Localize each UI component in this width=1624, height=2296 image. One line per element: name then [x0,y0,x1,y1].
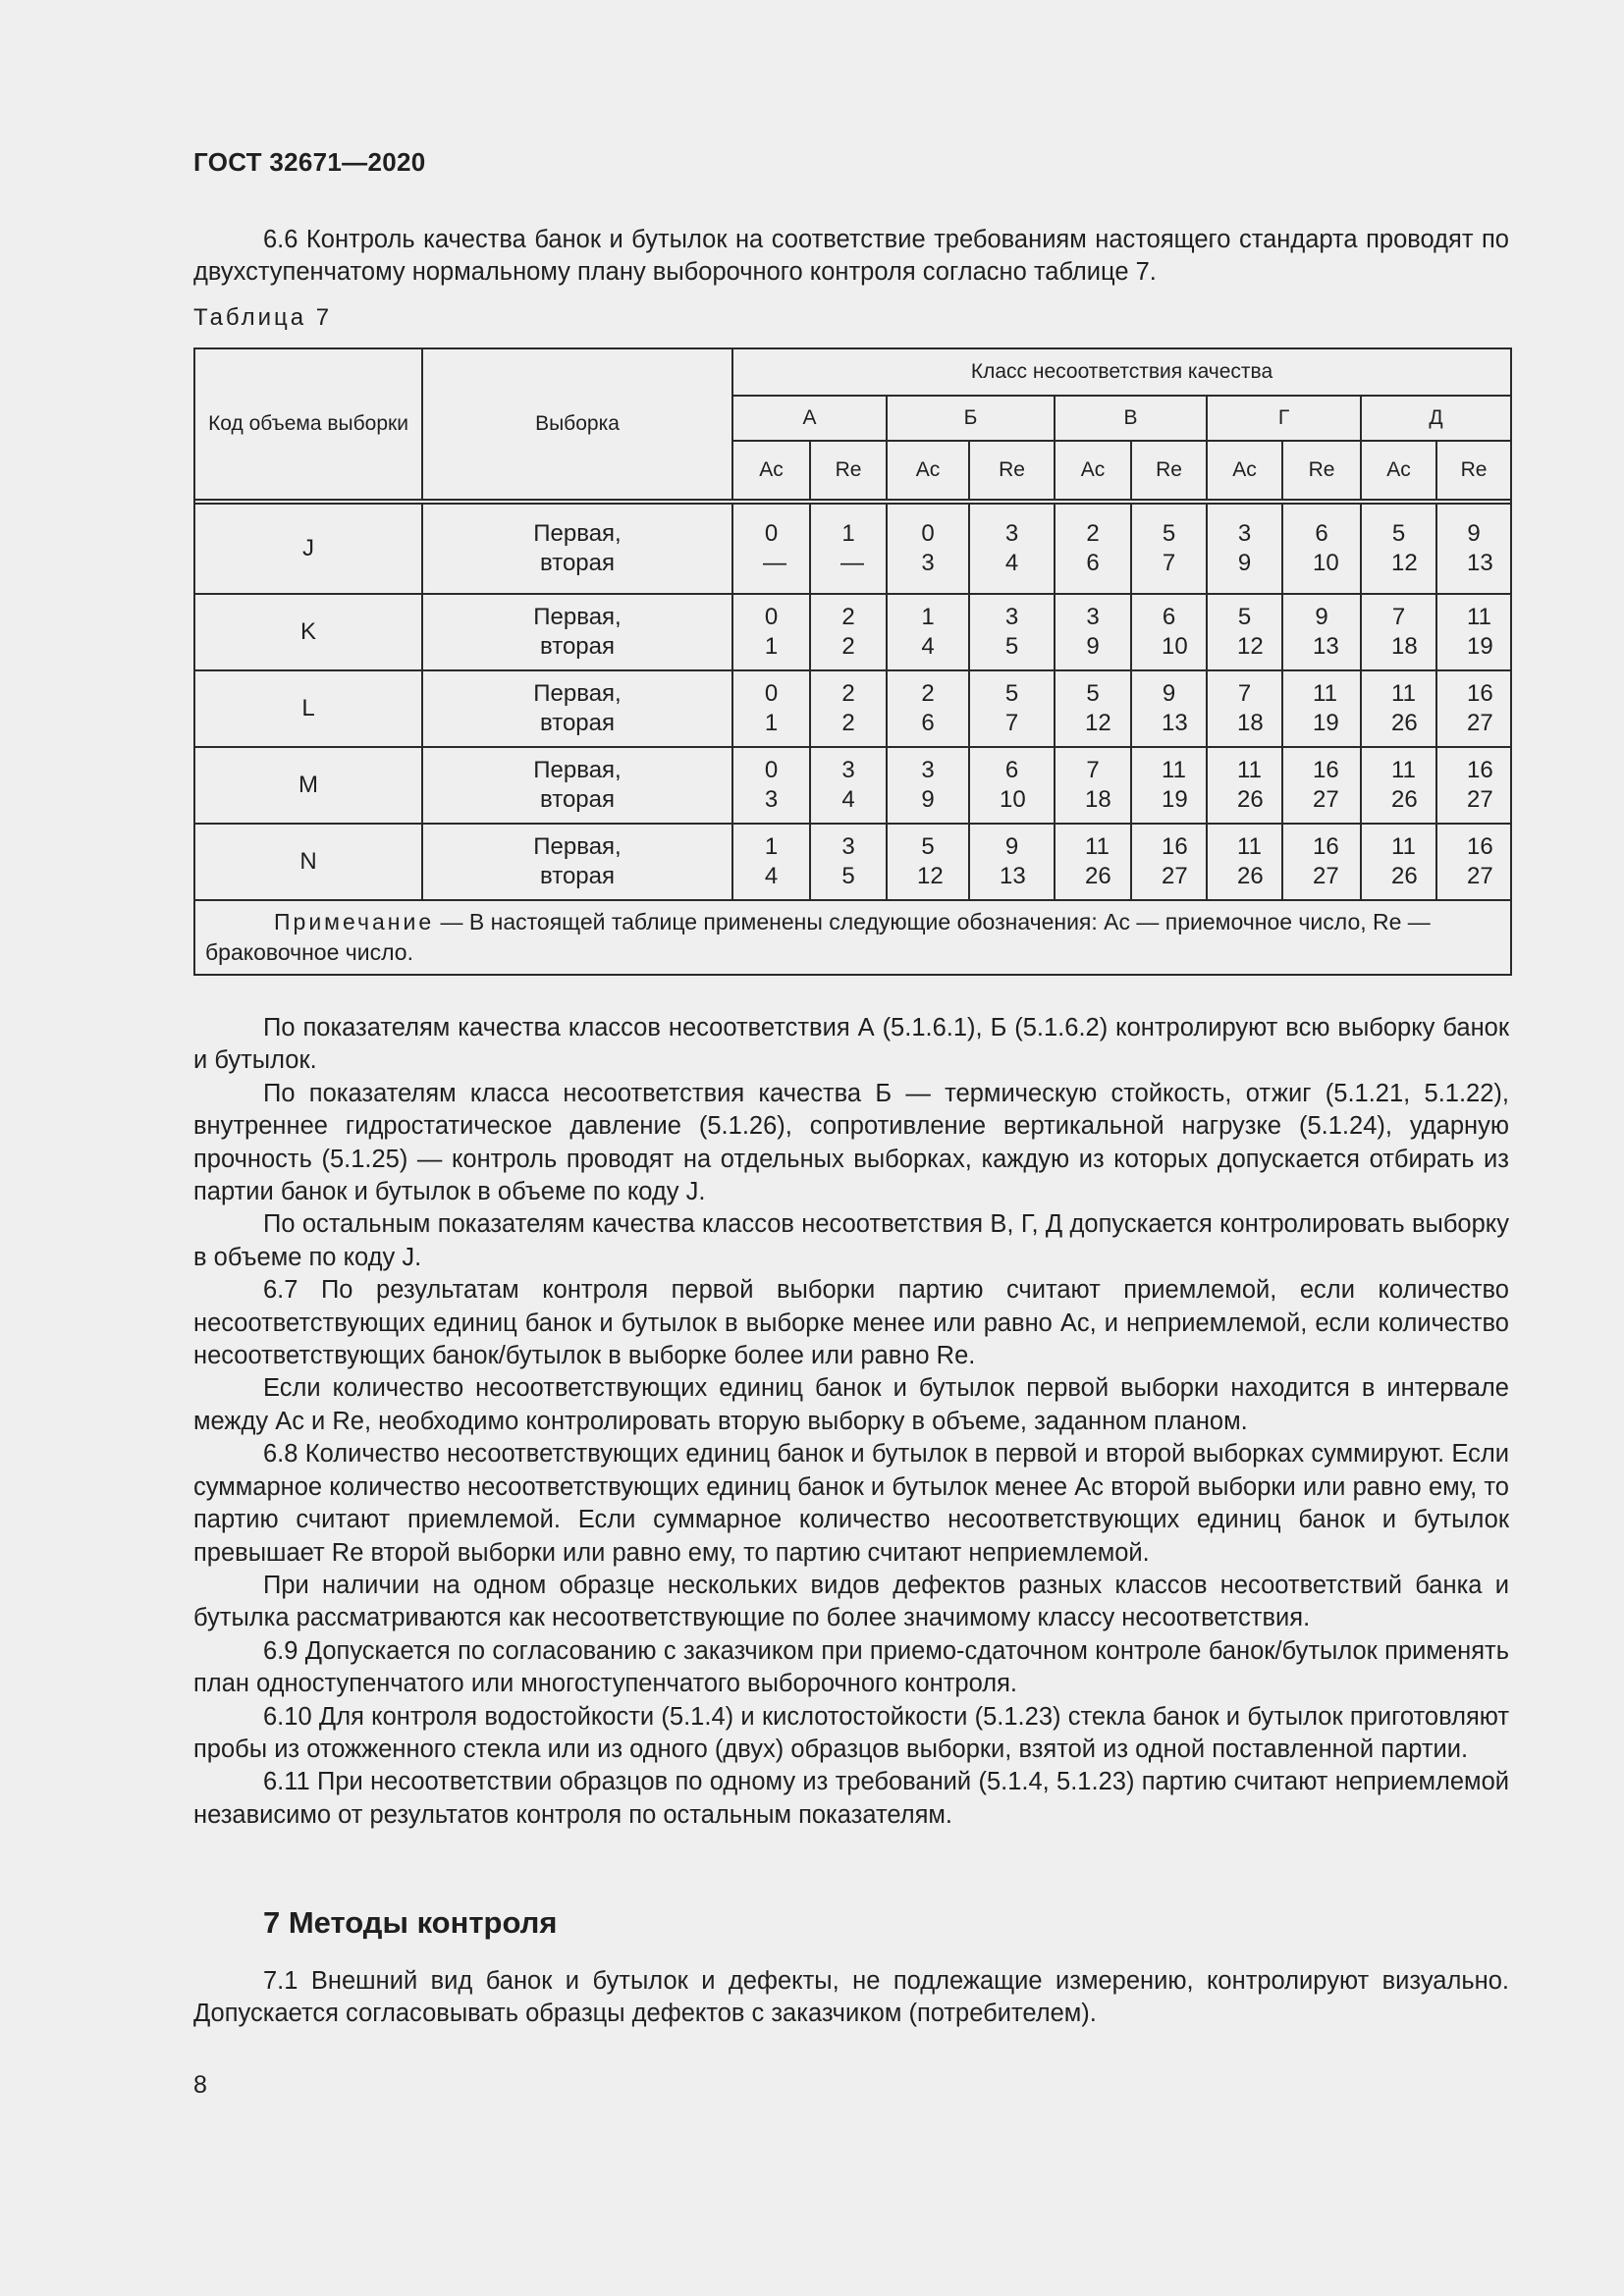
ac-header: Ac [732,441,810,500]
ac-value: 7 18 [1361,594,1436,670]
paragraph: При наличии на одном образце нескольких видов дефектов разных классов несоответствий банка и бутылка рассматриваются как несоответствующие по более значимому классу несоответствия. [193,1571,1509,1632]
re-value: 9 13 [1131,670,1207,747]
header-code: Код объема выборки [194,348,422,500]
ac-value: 2 6 [1055,504,1131,594]
paragraph: 6.10 Для контроля водостойкости (5.1.4) и кислотостойкости (5.1.23) стекла банок и бутылок приготовляют пробы из отожженного стекла или из одного (двух) образцов выборки, взятой из одной поставленной партии. [193,1702,1509,1763]
ac-value: 3 9 [887,747,969,824]
table-note [194,900,1511,975]
table-row [194,670,1511,747]
ac-value: 5 12 [1361,504,1436,594]
section-heading: 7 Методы контроля [263,1905,558,1940]
ac-value: 11 26 [1207,747,1282,824]
class-b: Б [887,396,1055,441]
row-sample: Первая, вторая [422,747,732,824]
ac-header: Ac [887,441,969,500]
ac-value: 11 26 [1207,824,1282,900]
paragraph: 6.8 Количество несоответствующих единиц банок и бутылок в первой и второй выборках суммируют. Если суммарное количество несоответствующих единиц банок и бутылок менее Ac второй выборки или равно ему, то партию считают приемлемой. Если суммарное количество несоответствующих единиц банок и бутылок превышает Re второй выборки или равно ему, то партию считают неприемлемой. [193,1440,1509,1567]
table-row [194,594,1511,670]
page-number: 8 [193,2071,207,2099]
re-value: 16 27 [1436,670,1511,747]
row-code: M [194,747,422,824]
intro-text [193,224,1509,290]
paragraph: По показателям качества классов несоответствия А (5.1.6.1), Б (5.1.6.2) контролируют всю выборку банок и бутылок. [193,1014,1509,1075]
class-a: А [732,396,887,441]
re-value: 5 7 [1131,504,1207,594]
row-code: L [194,670,422,747]
paragraph: Если количество несоответствующих единиц банок и бутылок первой выборки находится в интервале между Ac и Re, необходимо контролировать вторую выборку в объеме, заданном планом. [193,1374,1509,1435]
re-value: 2 2 [810,594,887,670]
paragraph: 7.1 Внешний вид банок и бутылок и дефекты, не подлежащие измерению, контролируют визуально. Допускается согласовывать образцы дефектов с заказчиком (потребителем). [193,1967,1509,2028]
ac-header: Ac [1207,441,1282,500]
row-sample: Первая, вторая [422,504,732,594]
re-value: 1 — [810,504,887,594]
ac-value: 11 26 [1055,824,1131,900]
re-header: Re [1131,441,1207,500]
ac-value: 0 1 [732,670,810,747]
class-v: В [1055,396,1207,441]
ac-header: Ac [1055,441,1131,500]
re-header: Re [1282,441,1361,500]
table-row [194,747,1511,824]
re-value: 6 10 [969,747,1055,824]
re-value: 6 10 [1282,504,1361,594]
row-sample: Первая, вторая [422,670,732,747]
re-value: 6 10 [1131,594,1207,670]
re-value: 16 27 [1282,747,1361,824]
re-header: Re [1436,441,1511,500]
re-value: 16 27 [1436,747,1511,824]
row-sample: Первая, вторая [422,594,732,670]
table-row [194,824,1511,900]
re-value: 16 27 [1282,824,1361,900]
re-value: 11 19 [1131,747,1207,824]
re-value: 3 5 [969,594,1055,670]
ac-value: 1 4 [887,594,969,670]
paragraph: 6.9 Допускается по согласованию с заказчиком при приемо-сдаточном контроле банок/бутылок применять план одноступенчатого или многоступенчатого выборочного контроля. [193,1636,1509,1698]
re-value: 5 7 [969,670,1055,747]
row-code: K [194,594,422,670]
ac-value: 3 9 [1207,504,1282,594]
sampling-plan-table [193,347,1512,976]
row-code: J [194,504,422,594]
row-code: N [194,824,422,900]
document-header: ГОСТ 32671—2020 [193,147,426,177]
re-value: 3 5 [810,824,887,900]
re-value: 11 19 [1282,670,1361,747]
ac-value: 3 9 [1055,594,1131,670]
header-class: Класс несоответствия качества [732,348,1511,396]
paragraph: 6.7 По результатам контроля первой выборки партию считают приемлемой, если количество несоответствующих единиц банок и бутылок в выборке менее или равно Ac, и неприемлемой, если количество несоответствующих банок/бутылок в выборке более или равно Re. [193,1276,1509,1370]
re-value: 9 13 [969,824,1055,900]
main-text [193,1012,1509,1832]
ac-value: 11 26 [1361,824,1436,900]
ac-value: 0 — [732,504,810,594]
ac-value: 5 12 [1055,670,1131,747]
ac-value: 5 12 [1207,594,1282,670]
paragraph: По остальным показателям качества классов несоответствия В, Г, Д допускается контролировать выборку в объеме по коду J. [193,1210,1509,1271]
ac-value: 1 4 [732,824,810,900]
re-value: 16 27 [1436,824,1511,900]
ac-value: 7 18 [1055,747,1131,824]
re-value: 3 4 [810,747,887,824]
ac-value: 5 12 [887,824,969,900]
ac-header: Ac [1361,441,1436,500]
re-value: 11 19 [1436,594,1511,670]
table-caption: Таблица 7 [193,304,333,331]
header-sample: Выборка [422,348,732,500]
note-text: — В настоящей таблице применены следующие обозначения: Ac — приемочное число, Re — браковочное число. [205,909,1431,965]
re-value: 16 27 [1131,824,1207,900]
re-value: 9 13 [1436,504,1511,594]
ac-value: 0 3 [887,504,969,594]
section-7-text [193,1965,1509,2031]
re-value: 2 2 [810,670,887,747]
ac-value: 11 26 [1361,747,1436,824]
ac-value: 7 18 [1207,670,1282,747]
ac-value: 0 1 [732,594,810,670]
paragraph: 6.11 При несоответствии образцов по одному из требований (5.1.4, 5.1.23) партию считают неприемлемой независимо от результатов контроля по остальным показателям. [193,1768,1509,1829]
row-sample: Первая, вторая [422,824,732,900]
ac-value: 11 26 [1361,670,1436,747]
table-row [194,504,1511,594]
re-header: Re [969,441,1055,500]
note-key: Примечание [274,909,435,934]
class-g: Г [1207,396,1361,441]
re-value: 3 4 [969,504,1055,594]
paragraph: По показателям класса несоответствия качества Б — термическую стойкость, отжиг (5.1.21, 5.1.22), внутреннее гидростатическое давление (5.1.26), сопротивление вертикальной нагрузке (5.1.24), ударную прочность (5.1.25) — контроль проводят на отдельных выборках, каждую из которых допускается отбирать из партии банок и бутылок в объеме по коду J. [193,1079,1509,1206]
paragraph: 6.6 Контроль качества банок и бутылок на соответствие требованиям настоящего стандарта проводят по двухступенчатому нормальному плану выборочного контроля согласно таблице 7. [193,226,1509,287]
ac-value: 2 6 [887,670,969,747]
ac-value: 0 3 [732,747,810,824]
class-d: Д [1361,396,1511,441]
re-value: 9 13 [1282,594,1361,670]
re-header: Re [810,441,887,500]
